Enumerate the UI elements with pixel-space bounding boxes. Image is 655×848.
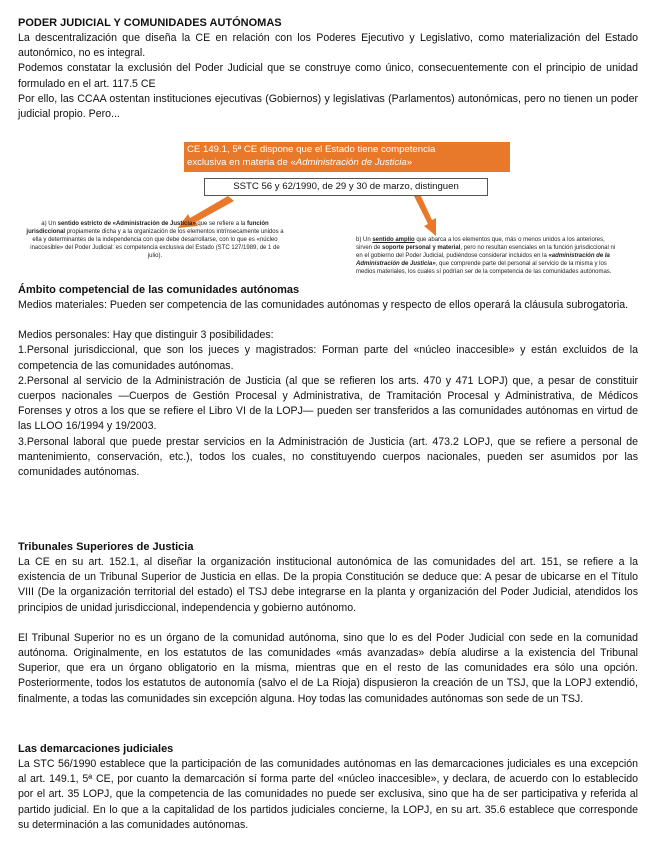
ambito-section <box>18 283 638 480</box>
ce-149-line2: exclusiva en materia de «Administración de Justicia» <box>187 157 413 168</box>
ambito-paragraph-2: Medios personales: Hay que distinguir 3 posibilidades: <box>18 329 274 342</box>
right-arrow <box>414 194 436 236</box>
intro-paragraph-3: Por ello, las CCAA ostentan instituciones ejecutivas (Gobiernos) y legislativas (Parlamentos) autonómicas, pero no tienen un poder judicial propio. Pero... <box>18 92 638 121</box>
ambito-item-1: 1.Personal jurisdiccional, que son los jueces y magistrados: Forman parte del «núcleo inaccesible» y están excluidos de la competencia de las comunidades autónomas. <box>18 344 638 372</box>
intro-title: PODER JUDICIAL Y COMUNIDADES AUTÓNOMAS <box>18 17 282 29</box>
diagram <box>0 140 655 275</box>
tsj-paragraph-2: El Tribunal Superior no es un órgano de la comunidad autónoma, sino que lo es del Poder Judicial con sede en la comunidad autónoma. Originalmente, en los estatutos de las comunidades «más avanzadas» debía aludirse a la existencia del Tribunal Superior, que era un órgano obligatorio en la misma, mientras que en el resto de las comunidades era sólo una opción. Posteriormente, todos los estatutos de autonomía (salvo el de La Rioja) dispusieron la creación de un TSJ, que la LOPJ extendió, finalmente, a todas las comunidades sin excepción alguna. Hoy todas las comunidades autónomas son sede de un TSJ. <box>18 631 638 705</box>
tsj-section <box>18 540 638 707</box>
broad-sense-note: b) Un sentido amplio que abarca a los elementos que, más o menos unidos a los anteriores, sirven de soporte personal y material, pero no resultan esenciales en la función jurisdiccional ni en el gobierno del Poder Judicial, pudiéndose considerar incluidos en la «administración de la Administración de Justicia», que comprende parte del personal al servicio de la misma y los medios materiales, los cuales sí podrían ser de la competencia de las comunidades autónomas. <box>356 237 616 275</box>
tsj-title: Tribunales Superiores de Justicia <box>18 541 194 553</box>
ce-149-box <box>184 142 510 172</box>
demarcaciones-section <box>18 742 638 833</box>
intro-paragraph-2: Podemos constatar la exclusión del Poder Judicial que se construye como único, consecuentemente con el principio de unidad formulado en el art. 117.5 CE <box>18 62 638 90</box>
ce-149-line1: CE 149.1, 5ª CE dispone que el Estado tiene competencia <box>187 144 436 155</box>
ambito-paragraph-1: Medios materiales: Pueden ser competencia de las comunidades autónomas y respecto de ellos operará la cláusula subrogatoria. <box>18 299 629 311</box>
intro-section <box>18 16 638 122</box>
strict-sense-note: a) Un sentido estricto de «Administración de Justicia» que se refiere a la función jurisdiccional propiamente dicha y a la organización de los elementos intrínsecamente unidos a ella y determinantes de la independencia con que debe desarrollarse, con lo que es «núcleo inaccesible» del Poder Judicial: es competencia exclusiva del Estado (STC 127/1989, de 1 de julio). <box>26 221 284 259</box>
tsj-paragraph-1: La CE en su art. 152.1, al diseñar la organización institucional autonómica de las comunidades del art. 151, se refiere a la existencia de un Tribunal Superior de Justicia en ellas. De la propia Constitución se deduce que: A pesar de ubicarse en el Título VIII (De la organización territorial del estado) el TSJ debe integrarse en la planta y organización del Poder Judicial, atendidos los principios de unidad jurisdiccional, independencia y gobierno autónomo. <box>18 556 638 614</box>
ambito-item-2: 2.Personal al servicio de la Administración de Justicia (al que se refieren los arts. 470 y 471 LOPJ) que, a pesar de constituir cuerpos nacionales —Cuerpos de Gestión Procesal y Administrativa, de Tramitación Procesal y Administrativa, de Médicos Forenses y otros a los que se refiere el Libro VI de la LOPJ— pueden ser transferidos a las comunidades autónomas en virtud de las LLOO 16/1994 y 19/2003. <box>18 374 638 433</box>
ambito-title: Ámbito competencial de las comunidades autónomas <box>18 284 300 296</box>
demarcaciones-title: Las demarcaciones judiciales <box>18 743 174 755</box>
ambito-item-3: 3.Personal laboral que puede prestar servicios en la Administración de Justicia (art. 473.2 LOPJ, que se refiere a personal de mantenimiento, conservación, etc.), todos los cuales, no constituyendo cuerpos nacionales, pueden ser asumidos por las comunidades autónomas. <box>18 435 638 479</box>
sstc-box: SSTC 56 y 62/1990, de 29 y 30 de marzo, distinguen <box>204 178 488 196</box>
intro-paragraph-1: La descentralización que diseña la CE en relación con los Poderes Ejecutivo y Legislativo, como materialización del Estado autonómico, no es integral. <box>18 32 638 60</box>
demarcaciones-paragraph-1: La STC 56/1990 establece que la participación de las comunidades autónomas en las demarcaciones judiciales es una excepción al art. 149.1, 5ª CE, por cuanto la demarcación sí forma parte del «núcleo inaccesible», y declara, de acuerdo con lo establecido por el art. 35 LOPJ, que la competencia de las comunidades no puede ser exclusiva, sino que ha de ser participativa y referida al partido judicial. En lo que a la capitalidad de los partidos judiciales concierne, la LOPJ, en su art. 35.6 establece que corresponde su determinación a las comunidades autónomas. <box>18 758 638 831</box>
